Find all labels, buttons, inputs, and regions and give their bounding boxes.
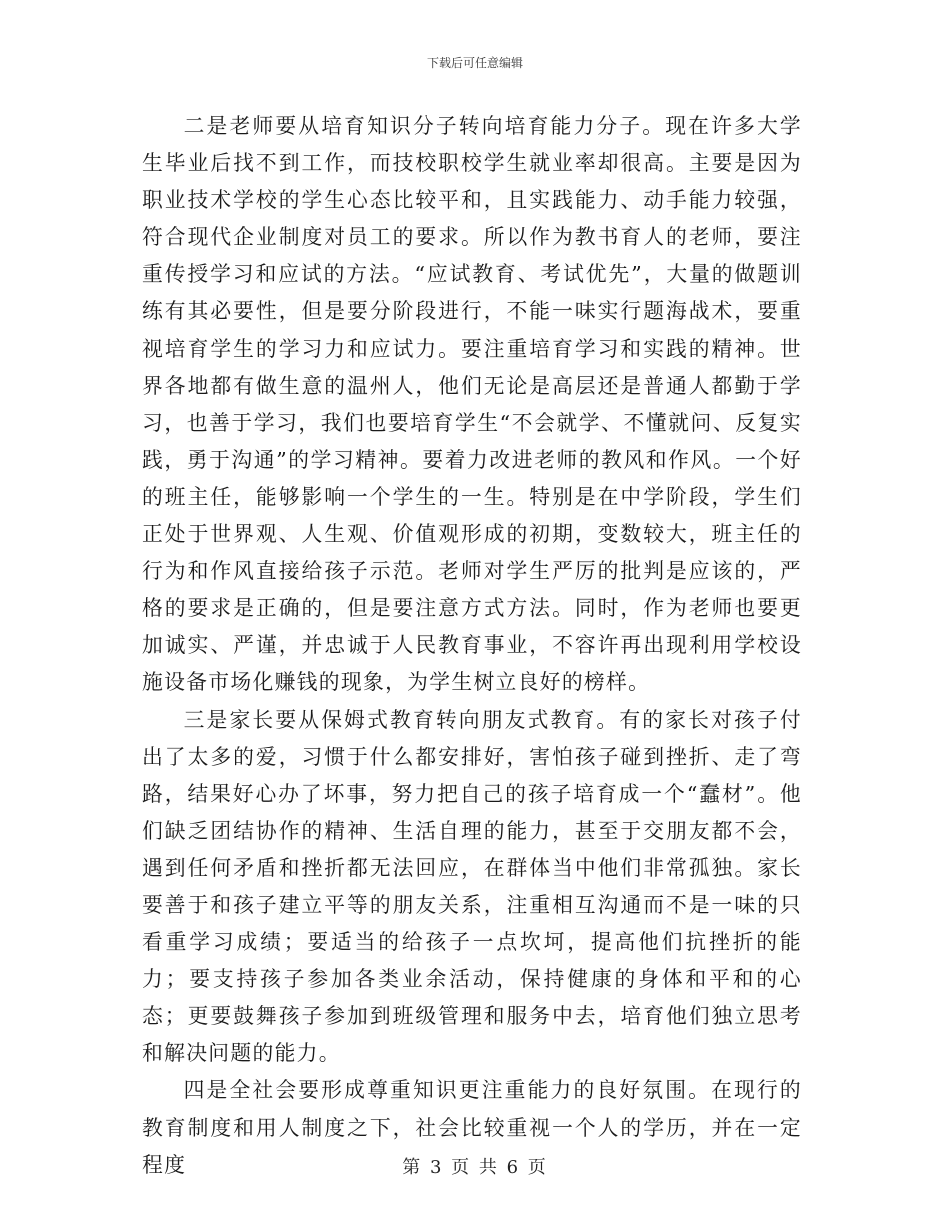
paragraph-parents: 三是家长要从保姆式教育转向朋友式教育。有的家长对孩子付出了太多的爱，习惯于什么都安排好，害怕孩子碰到挫折、走了弯路，结果好心办了坏事，努力把自己的孩子培育成一个“蠢材”。他们缺乏团结协作的精神、生活自理的能力，甚至于交朋友都不会，遇到任何矛盾和挫折都无法回应，在群体当中他们非常孤独。家长要善于和孩子建立平等的朋友关系，注重相互沟通而不是一味的只看重学习成绩；要适当的给孩子一点坎坷，提高他们抗挫折的能力；要支持孩子参加各类业余活动，保持健康的身体和平和的心态；更要鼓舞孩子参加到班级管理和服务中去，培育他们独立思考和解决问题的能力。 bbox=[142, 707, 802, 1066]
document-body bbox=[142, 108, 802, 1184]
page-header-note: 下载后可任意编辑 bbox=[426, 56, 523, 70]
paragraph-teachers: 二是老师要从培育知识分子转向培育能力分子。现在许多大学生毕业后找不到工作，而技校职校学生就业率却很高。主要是因为职业技术学校的学生心态比较平和，且实践能力、动手能力较强，符合现代企业制度对员工的要求。所以作为教书育人的老师，要注重传授学习和应试的方法。“应试教育、考试优先”，大量的做题训练有其必要性，但是要分阶段进行，不能一味实行题海战术，要重视培育学生的学习力和应试力。要注重培育学习和实践的精神。世界各地都有做生意的温州人，他们无论是高层还是普通人都勤于学习，也善于学习，我们也要培育学生“不会就学、不懂就问、反复实践，勇于沟通”的学习精神。要着力改进老师的教风和作风。一个好的班主任，能够影响一个学生的一生。特别是在中学阶段，学生们正处于世界观、人生观、价值观形成的初期，变数较大，班主任的行为和作风直接给孩子示范。老师对学生严厉的批判是应该的，严格的要求是正确的，但是要注意方式方法。同时，作为老师也要更加诚实、严谨，并忠诚于人民教育事业，不容许再出现利用学校设施设备市场化赚钱的现象，为学生树立良好的榜样。 bbox=[142, 114, 802, 695]
page-number-footer: 第 3 页 共 6 页 bbox=[402, 1157, 548, 1178]
paragraph-society: 四是全社会要形成尊重知识更注重能力的良好氛围。在现行的教育制度和用人制度之下，社会比较重视一个人的学历，并在一定程度 bbox=[142, 1078, 802, 1177]
